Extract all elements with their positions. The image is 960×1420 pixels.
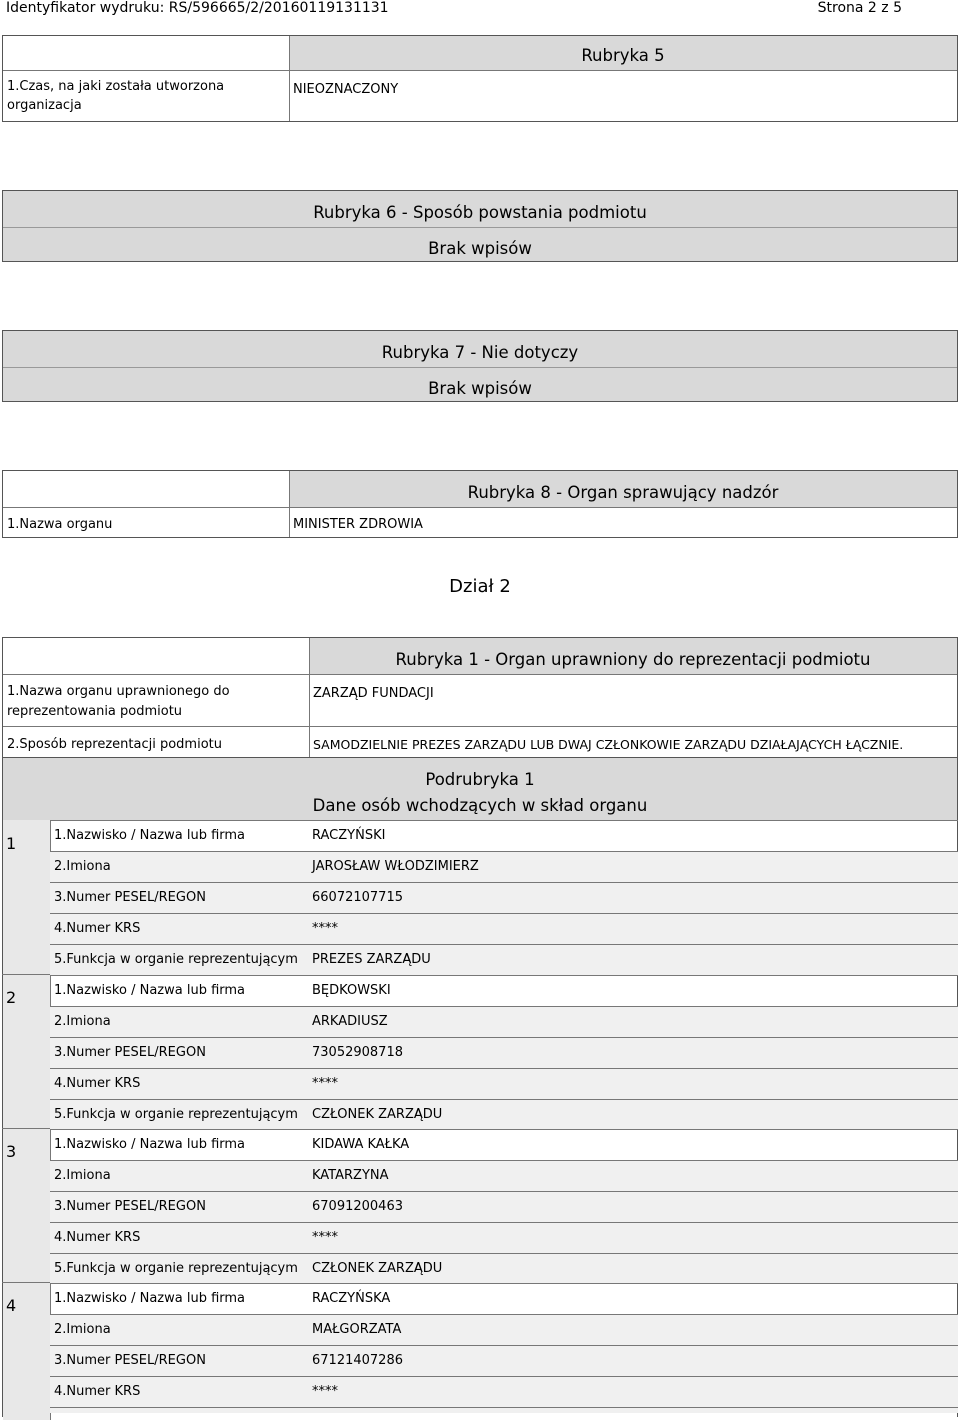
rubryka5-title: Rubryka 5 bbox=[289, 36, 957, 70]
surname-label: 1.Nazwisko / Nazwa lub firma bbox=[54, 983, 246, 998]
pesel-value: 66072107715 bbox=[312, 890, 403, 905]
organ-label-line1: 1.Nazwa organu uprawnionego do bbox=[7, 684, 230, 699]
function-value: CZŁONEK ZARZĄDU bbox=[312, 1107, 443, 1122]
rubryka8-value: MINISTER ZDROWIA bbox=[293, 517, 423, 532]
table-row bbox=[50, 1314, 958, 1345]
table-row bbox=[50, 1068, 958, 1099]
table-row bbox=[50, 1037, 958, 1068]
rubryka7-value: Brak wpisów bbox=[428, 379, 532, 398]
names-label: 2.Imiona bbox=[54, 1168, 111, 1183]
rubryka8-title: Rubryka 8 - Organ sprawujący nadzór bbox=[289, 471, 957, 507]
rubryka6-title: Rubryka 6 - Sposób powstania podmiotu bbox=[313, 203, 647, 222]
function-label: 5.Funkcja w organie reprezentującym bbox=[54, 1107, 298, 1122]
podrubryka-title: Podrubryka 1 bbox=[425, 770, 535, 789]
dzial-title: Dział 2 bbox=[449, 576, 511, 597]
rubryka7-title: Rubryka 7 - Nie dotyczy bbox=[381, 343, 579, 362]
pesel-label: 3.Numer PESEL/REGON bbox=[54, 1199, 206, 1214]
krs-label: 4.Numer KRS bbox=[54, 1230, 141, 1245]
krs-label: 4.Numer KRS bbox=[54, 1076, 141, 1091]
table-row-partial bbox=[50, 1407, 958, 1413]
function-label: 5.Funkcja w organie reprezentującym bbox=[54, 952, 298, 967]
podrubryka-subtitle: Dane osób wchodzących w skład organu bbox=[312, 796, 648, 815]
rubryka5-label bbox=[7, 79, 224, 113]
pesel-label: 3.Numer PESEL/REGON bbox=[54, 1045, 206, 1060]
table-row bbox=[50, 1006, 958, 1037]
person-number: 1 bbox=[6, 834, 17, 853]
representation-value: SAMODZIELNIE PREZES ZARZĄDU LUB DWAJ CZŁONKOWIE ZARZĄDU DZIAŁAJĄCYCH ŁĄCZNIE. bbox=[313, 737, 904, 752]
rubryka6-section bbox=[2, 190, 958, 262]
krs-value: **** bbox=[312, 1230, 338, 1245]
table-row bbox=[50, 1345, 958, 1376]
function-label: 5.Funkcja w organie reprezentującym bbox=[54, 1261, 298, 1276]
names-value: JAROSŁAW WŁODZIMIERZ bbox=[312, 859, 479, 874]
pesel-label: 3.Numer PESEL/REGON bbox=[54, 1353, 206, 1368]
table-row bbox=[50, 1129, 958, 1160]
organ-label-line2: reprezentowania podmiotu bbox=[7, 704, 183, 719]
table-row bbox=[50, 913, 958, 944]
surname-label: 1.Nazwisko / Nazwa lub firma bbox=[54, 1291, 246, 1306]
rubryka5-label-line2: organizacja bbox=[7, 98, 82, 113]
names-value: MAŁGORZATA bbox=[312, 1322, 402, 1337]
table-row bbox=[50, 1376, 958, 1407]
surname-value: KIDAWA KAŁKA bbox=[312, 1137, 410, 1152]
rubryka5-label-line1: 1.Czas, na jaki została utworzona bbox=[7, 79, 225, 94]
organ-value: ZARZĄD FUNDACJI bbox=[313, 686, 434, 701]
podrubryka-header bbox=[3, 758, 957, 820]
surname-label: 1.Nazwisko / Nazwa lub firma bbox=[54, 1137, 246, 1152]
print-identifier: Identyfikator wydruku: RS/596665/2/20160119131131 bbox=[6, 0, 389, 16]
names-label: 2.Imiona bbox=[54, 859, 111, 874]
surname-value: RACZYŃSKA bbox=[312, 1291, 391, 1306]
surname-label: 1.Nazwisko / Nazwa lub firma bbox=[54, 828, 246, 843]
surname-value: BĘDKOWSKI bbox=[312, 983, 391, 998]
krs-value: **** bbox=[312, 921, 338, 936]
names-label: 2.Imiona bbox=[54, 1014, 111, 1029]
representation-label: 2.Sposób reprezentacji podmiotu bbox=[7, 737, 222, 752]
table-row bbox=[50, 882, 958, 913]
rubryka5-value: NIEOZNACZONY bbox=[293, 82, 399, 97]
table-row bbox=[50, 1253, 958, 1284]
table-row bbox=[50, 944, 958, 975]
person-number: 4 bbox=[6, 1296, 17, 1315]
dzial2-rubryka1-section bbox=[2, 637, 958, 759]
rubryka6-value: Brak wpisów bbox=[428, 239, 532, 258]
table-row bbox=[50, 1283, 958, 1314]
pesel-value: 73052908718 bbox=[312, 1045, 403, 1060]
table-row bbox=[50, 820, 958, 851]
krs-label: 4.Numer KRS bbox=[54, 1384, 141, 1399]
krs-value: **** bbox=[312, 1384, 338, 1399]
person-number: 3 bbox=[6, 1142, 17, 1161]
names-value: ARKADIUSZ bbox=[312, 1014, 388, 1029]
table-row bbox=[50, 975, 958, 1006]
page-number: Strona 2 z 5 bbox=[817, 0, 902, 16]
rubryka7-section bbox=[2, 330, 958, 402]
function-value: PREZES ZARZĄDU bbox=[312, 952, 431, 967]
organ-label bbox=[7, 684, 230, 719]
pesel-label: 3.Numer PESEL/REGON bbox=[54, 890, 206, 905]
names-value: KATARZYNA bbox=[312, 1168, 389, 1183]
rubryka8-section bbox=[2, 470, 958, 538]
table-row bbox=[50, 851, 958, 882]
function-value: CZŁONEK ZARZĄDU bbox=[312, 1261, 443, 1276]
rubryka5-section bbox=[2, 35, 958, 122]
table-row bbox=[50, 1160, 958, 1191]
dzial2-rubryka1-title: Rubryka 1 - Organ uprawniony do reprezentacji podmiotu bbox=[309, 638, 957, 674]
table-row bbox=[50, 1191, 958, 1222]
table-row bbox=[50, 1099, 958, 1130]
krs-label: 4.Numer KRS bbox=[54, 921, 141, 936]
surname-value: RACZYŃSKI bbox=[312, 828, 386, 843]
names-label: 2.Imiona bbox=[54, 1322, 111, 1337]
rubryka8-label: 1.Nazwa organu bbox=[7, 517, 113, 532]
pesel-value: 67091200463 bbox=[312, 1199, 403, 1214]
pesel-value: 67121407286 bbox=[312, 1353, 403, 1368]
table-row bbox=[50, 1222, 958, 1253]
krs-value: **** bbox=[312, 1076, 338, 1091]
person-number: 2 bbox=[6, 988, 17, 1007]
